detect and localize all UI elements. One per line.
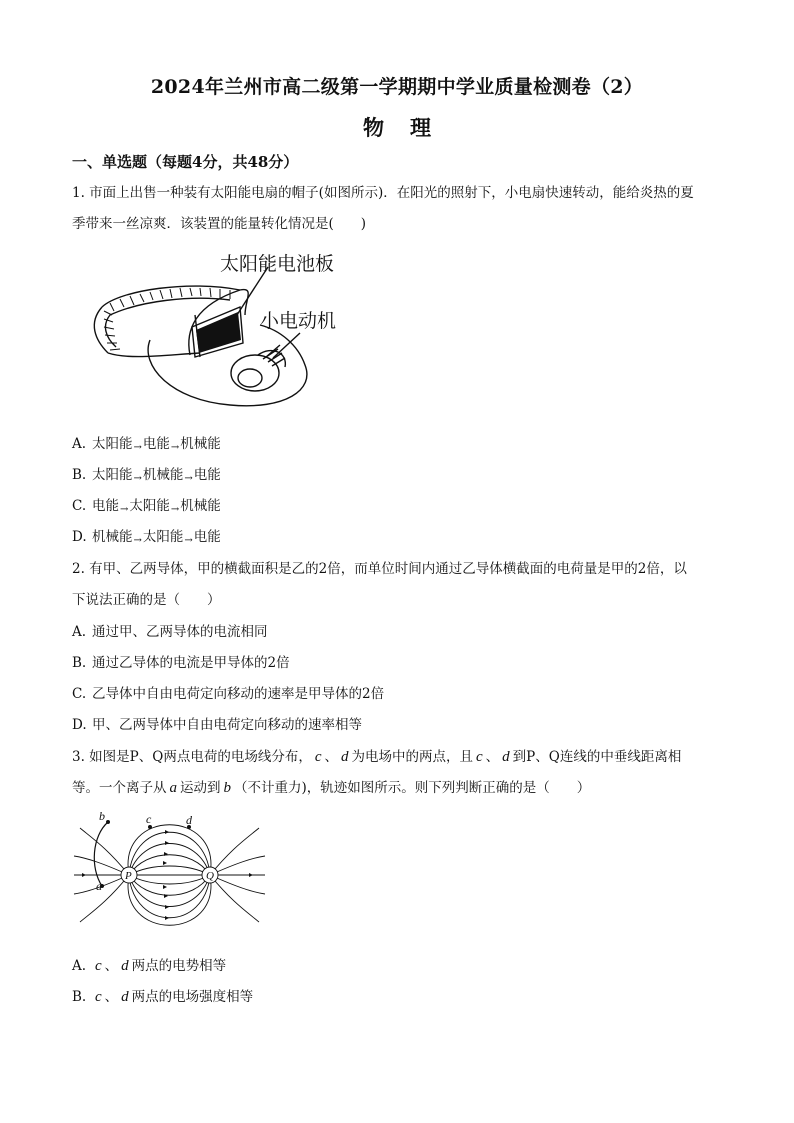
- label-d: d: [186, 813, 192, 827]
- q3-line2: 等。一个离子从 a 运动到 b （不计重力)，轨迹如图所示。则下列判断正确的是（ ）: [72, 780, 591, 796]
- q3-option-b[interactable]: B. c 、 d 两点的电场强度相等: [72, 989, 254, 1005]
- label-solar-panel: 太阳能电池板: [220, 253, 335, 275]
- option-key: B.: [72, 467, 87, 483]
- label-c: c: [146, 812, 152, 826]
- q1-line1: 1. 市面上出售一种装有太阳能电扇的帽子(如图所示)．在阳光的照射下，小电扇快速转动，能给炎热的夏: [72, 185, 694, 201]
- arrow-icon: →: [184, 473, 193, 484]
- q3-option-a[interactable]: A. c 、 d 两点的电势相等: [72, 958, 227, 974]
- arrow-icon: →: [184, 535, 193, 546]
- subject-heading: 物理: [363, 115, 457, 140]
- q1-option-c[interactable]: C. 电能→太阳能→机械能: [72, 498, 221, 515]
- arrow-icon: →: [133, 535, 142, 546]
- electric-field-figure: [72, 808, 267, 933]
- q2-option-d[interactable]: D. 甲、乙两导体中自由电荷定向移动的速率相等: [72, 717, 362, 733]
- exam-title: 2024年兰州市高二级第一学期期中学业质量检测卷（2）: [150, 76, 644, 98]
- label-a: a: [96, 879, 102, 893]
- solar-hat-figure: [80, 245, 360, 415]
- option-key: B.: [72, 989, 87, 1005]
- arrow-icon: →: [170, 504, 180, 515]
- label-b: b: [99, 809, 105, 823]
- option-key: C.: [72, 686, 87, 702]
- option-key: A.: [72, 436, 87, 452]
- arrow-icon: →: [120, 504, 129, 515]
- section-heading: 一、单选题（每题4分，共48分）: [72, 153, 299, 171]
- option-key: B.: [72, 655, 87, 671]
- q2-line2: 下说法正确的是（ ）: [72, 592, 221, 608]
- arrow-icon: →: [170, 442, 180, 453]
- label-P: P: [125, 870, 132, 882]
- q1-option-a[interactable]: A. 太阳能→电能→机械能: [72, 436, 221, 453]
- arrow-icon: →: [133, 473, 142, 484]
- q2-line1: 2. 有甲、乙两导体，甲的横截面积是乙的2倍，而单位时间内通过乙导体横截面的电荷量是甲的2倍，以: [72, 561, 687, 577]
- option-key: D.: [72, 529, 87, 545]
- q3-line1: 3. 如图是P、Q两点电荷的电场线分布， c 、 d 为电场中的两点，且 c 、 d 到P、Q连线的中垂线距离相: [72, 749, 682, 765]
- option-key: A.: [72, 958, 87, 974]
- q2-option-a[interactable]: A. 通过甲、乙两导体的电流相同: [72, 624, 268, 640]
- option-key: A.: [72, 624, 87, 640]
- option-key: C.: [72, 498, 87, 514]
- label-Q: Q: [206, 870, 214, 882]
- option-key: D.: [72, 717, 87, 733]
- q2-option-b[interactable]: B. 通过乙导体的电流是甲导体的2倍: [72, 655, 290, 671]
- arrow-icon: →: [133, 442, 142, 453]
- q1-line2: 季带来一丝凉爽．该装置的能量转化情况是( ): [72, 216, 367, 232]
- q1-option-b[interactable]: B. 太阳能→机械能→电能: [72, 467, 221, 484]
- q2-option-c[interactable]: C. 乙导体中自由电荷定向移动的速率是甲导体的2倍: [72, 686, 385, 702]
- q1-option-d[interactable]: D. 机械能→太阳能→电能: [72, 529, 221, 546]
- label-small-motor: 小电动机: [260, 310, 337, 332]
